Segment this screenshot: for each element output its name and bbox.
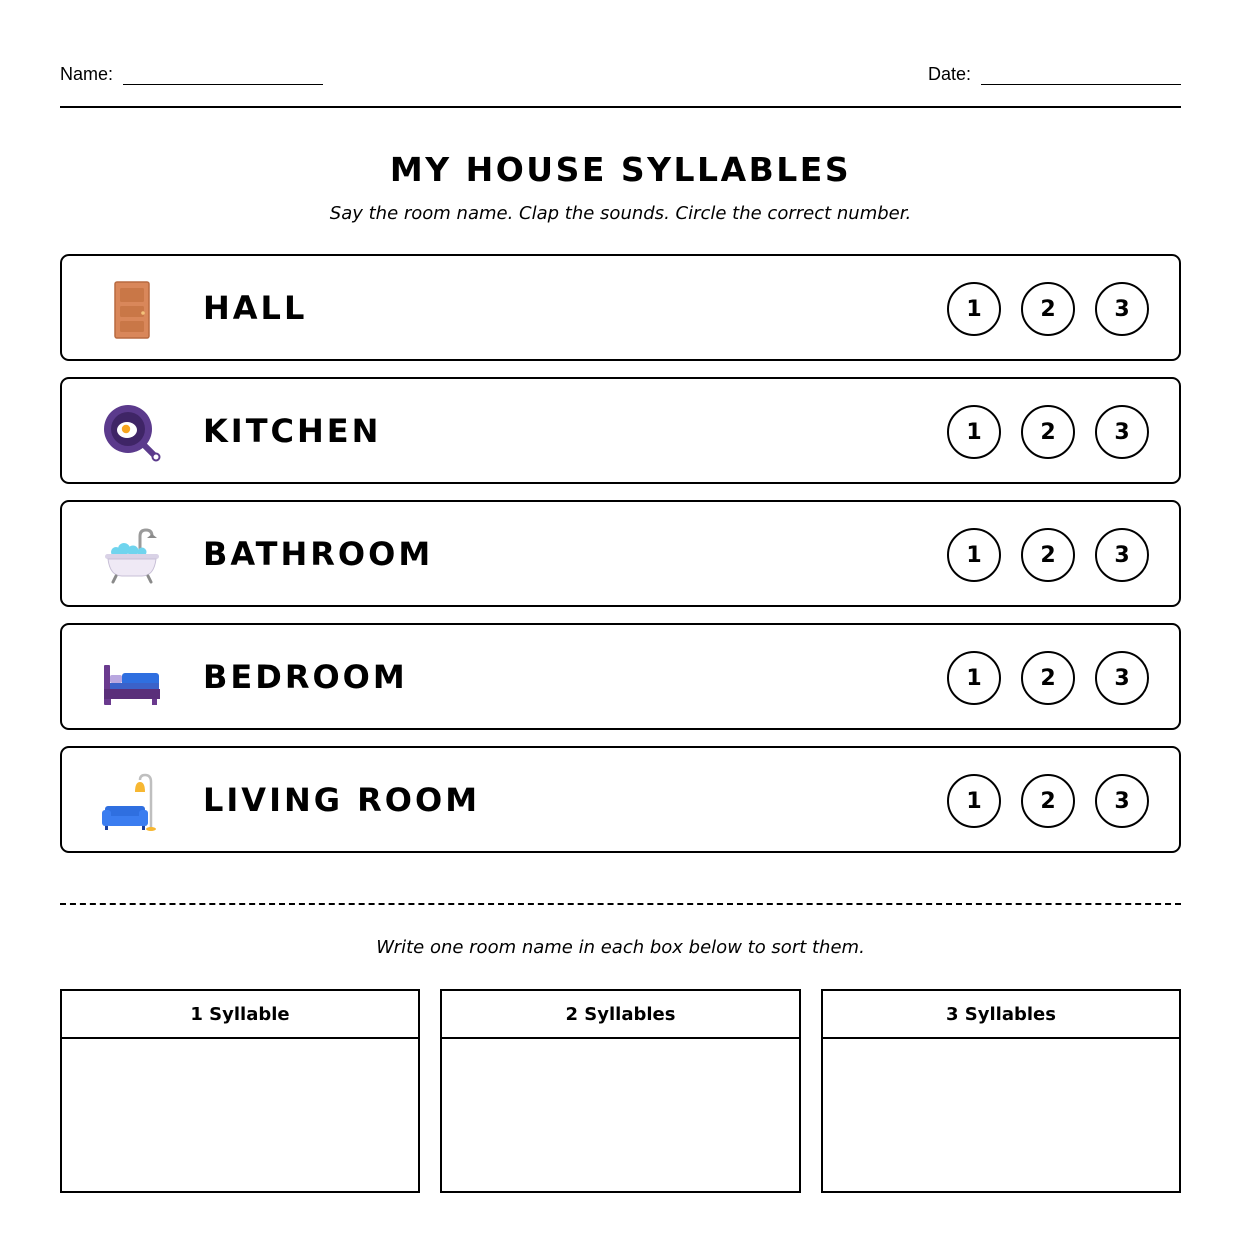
syllable-choice-1[interactable]: 1: [947, 405, 1001, 459]
syllable-choice-2[interactable]: 2: [1021, 528, 1075, 582]
syllable-choice-2[interactable]: 2: [1021, 405, 1075, 459]
date-blank-line[interactable]: [981, 69, 1181, 85]
room-label: LIVING ROOM: [203, 781, 481, 819]
syllable-choices: [947, 282, 1149, 336]
bathtub-icon: [102, 526, 162, 586]
sort-box-heading: 2 Syllables: [442, 991, 799, 1039]
syllable-choices: [947, 774, 1149, 828]
room-label: HALL: [203, 289, 308, 327]
sort-box-3-syllables[interactable]: [821, 989, 1181, 1193]
sort-box-heading: 1 Syllable: [62, 991, 418, 1039]
syllable-choice-3[interactable]: 3: [1095, 774, 1149, 828]
room-row-bedroom: [60, 623, 1181, 730]
date-field[interactable]: [928, 64, 1181, 85]
syllable-choice-1[interactable]: 1: [947, 528, 1001, 582]
syllable-choices: [947, 405, 1149, 459]
sort-box-2-syllables[interactable]: [440, 989, 801, 1193]
name-field[interactable]: [60, 64, 323, 85]
door-icon: [102, 280, 162, 340]
syllable-choice-3[interactable]: 3: [1095, 282, 1149, 336]
syllable-choice-2[interactable]: 2: [1021, 774, 1075, 828]
syllable-choice-3[interactable]: 3: [1095, 528, 1149, 582]
sort-box-heading: 3 Syllables: [823, 991, 1179, 1039]
name-blank-line[interactable]: [123, 69, 323, 85]
sort-instruction: Write one room name in each box below to sort them.: [376, 937, 865, 958]
worksheet-header: [60, 58, 1181, 108]
room-label: BEDROOM: [203, 658, 408, 696]
room-row-hall: [60, 254, 1181, 361]
syllable-choice-1[interactable]: 1: [947, 651, 1001, 705]
syllable-choice-1[interactable]: 1: [947, 774, 1001, 828]
dashed-divider: [60, 903, 1181, 905]
page-title: MY HOUSE SYLLABLES: [389, 150, 852, 189]
syllable-choice-1[interactable]: 1: [947, 282, 1001, 336]
syllable-choices: [947, 528, 1149, 582]
syllable-choice-2[interactable]: 2: [1021, 282, 1075, 336]
room-row-bathroom: [60, 500, 1181, 607]
syllable-choice-2[interactable]: 2: [1021, 651, 1075, 705]
date-label: Date:: [927, 64, 971, 84]
bed-icon: [102, 649, 162, 709]
room-row-living-room: [60, 746, 1181, 853]
frying-pan-icon: [102, 403, 162, 463]
room-label: KITCHEN: [203, 412, 382, 450]
room-row-kitchen: [60, 377, 1181, 484]
syllable-choice-3[interactable]: 3: [1095, 405, 1149, 459]
syllable-choices: [947, 651, 1149, 705]
syllable-choice-3[interactable]: 3: [1095, 651, 1149, 705]
page-subtitle: Say the room name. Clap the sounds. Circle the correct number.: [329, 203, 912, 224]
name-label: Name:: [60, 64, 114, 84]
room-label: BATHROOM: [203, 535, 434, 573]
couch-and-lamp-icon: [102, 772, 162, 832]
sort-box-1-syllable[interactable]: [60, 989, 420, 1193]
